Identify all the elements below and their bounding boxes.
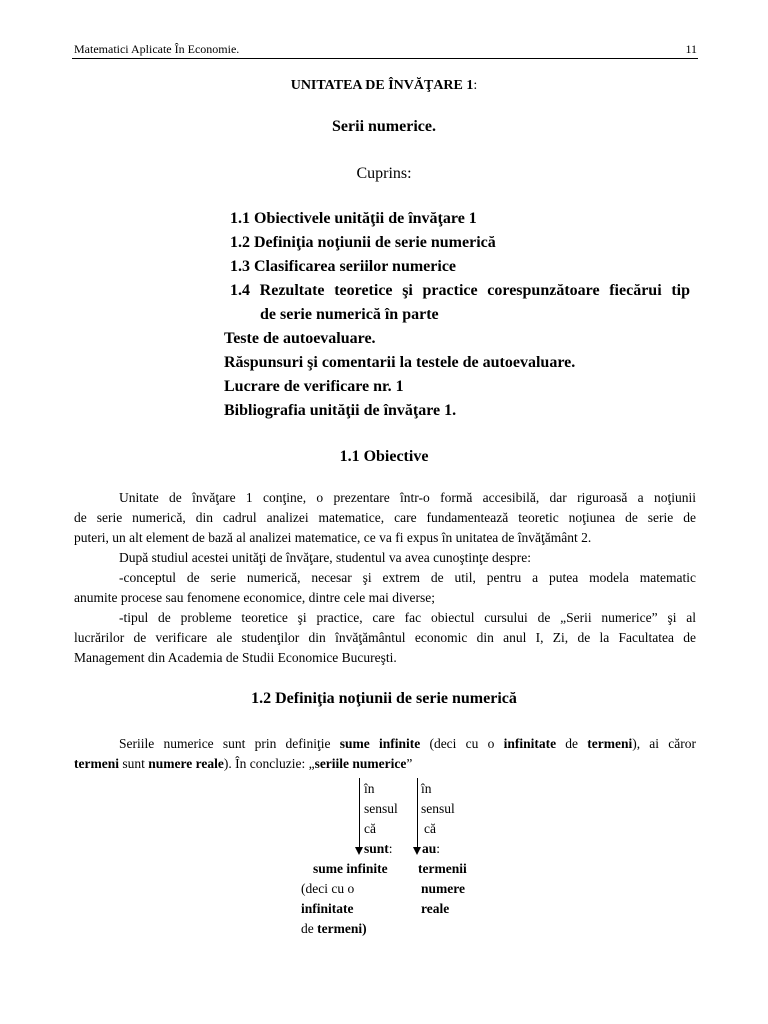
paragraph-line: anumite procese sau fenomene economice, dintre cele mai diverse; [74,590,435,605]
right-target-line-1: termenii [418,861,467,876]
bold-term: numere reale [148,756,224,771]
paragraph-line: puteri, un alt element de bază al analizei matematice, ce va fi expus în unitatea de învăţământ 2. [74,530,592,545]
toc-extra-self-tests: Teste de autoevaluare. [224,330,376,347]
unit-title-main: UNITATEA DE ÎNVĂŢARE 1 [290,78,474,93]
unit-subtitle: Serii numerice. [332,118,436,135]
text-run: ), ai căror [632,736,696,751]
left-label-sensul: sensul [364,801,398,816]
toc-item-1-1: 1.1 Obiectivele unităţii de învăţare 1 [230,210,477,227]
left-label-sunt [364,841,393,857]
paragraph-line: -conceptul de serie numerică, necesar şi extrem de util, pentru a putea modela matematic [119,570,696,585]
bold-term: sunt [364,841,389,856]
right-target-line-3: reale [421,901,450,916]
text-run: de [556,736,588,751]
right-label-ca: că [424,821,436,836]
text-run: (deci cu o [420,736,504,751]
left-target-line-3: infinitate [301,901,354,916]
running-header: Matematici Aplicate În Economie. [74,42,240,56]
paragraph-line: lucrărilor de verificare ale studenţilor din învăţământul economic din anul I, Zi, de la Facultatea de [74,630,696,645]
toc-extra-bibliography: Bibliografia unităţii de învăţare 1. [224,402,457,419]
right-arrow-head-icon [413,847,421,855]
bold-term: termeni [74,756,119,771]
paragraph-line [74,734,696,754]
bold-term: au [422,841,437,856]
unit-title-suffix: : [473,78,478,93]
left-target-line-2: (deci cu o [301,881,355,896]
toc-item-1-2: 1.2 Definiţia noţiunii de serie numerică [230,234,496,251]
left-label-ca: că [364,821,376,836]
text-run: ” [406,756,413,771]
paragraph-line: Unitate de învăţare 1 conţine, o prezentare într-o formă accesibilă, dar riguroasă a noţiunii [119,490,696,505]
paragraph-line: de serie numerică, din cadrul analizei matematice, care fundamentează teoretic noţiunea de serie de [74,510,696,525]
toc-item-1-4-continued: de serie numerică în parte [260,306,439,323]
right-label-au [422,841,440,857]
toc-item-1-4: 1.4 Rezultate teoretice şi practice corespunzătoare fiecărui tip [230,282,690,299]
right-arrow-shaft [417,778,418,848]
left-target-line-4 [301,921,367,937]
right-label-in: în [421,781,432,796]
text-run: de [301,921,318,936]
right-target-line-2: numere [421,881,465,896]
left-arrow-head-icon [355,847,363,855]
toc-item-1-3: 1.3 Clasificarea seriilor numerice [230,258,457,275]
section-heading-objectives: 1.1 Obiective [339,448,429,465]
text-run: sunt [118,756,149,771]
text-run: ). În concluzie: „ [223,756,315,771]
right-label-sensul: sensul [421,801,455,816]
text-run: : [436,841,441,856]
bold-term: termeni) [317,921,367,936]
left-target-line-1: sume infinite [313,861,388,876]
toc-extra-answers: Răspunsuri şi comentarii la testele de autoevaluare. [224,354,576,371]
objectives-paragraph-2 [74,548,696,568]
bold-term: sume infinite [339,736,421,751]
text-run: Seriile numerice sunt prin definiţie [119,736,340,751]
toc-extra-assignment: Lucrare de verificare nr. 1 [224,378,404,395]
contents-title: Cuprins: [356,165,412,182]
header-divider [72,58,698,59]
unit-title [0,78,768,94]
paragraph-line [74,754,696,774]
objectives-paragraph-1 [74,488,696,548]
left-arrow-shaft [359,778,360,848]
bold-term: infinitate [503,736,557,751]
paragraph-line: După studiul acestei unităţi de învăţare, studentul va avea cunoştinţe despre: [119,550,531,565]
paragraph-line: -tipul de probleme teoretice şi practice, care fac obiectul cursului de „Serii numerice” şi al [119,610,696,625]
left-label-in: în [364,781,375,796]
objectives-paragraph-4 [74,608,696,668]
paragraph-line: Management din Academia de Studii Economice Bucureşti. [74,650,397,665]
objectives-paragraph-3 [74,568,696,608]
bold-term: seriile numerice [314,756,407,771]
definition-paragraph [74,734,696,774]
section-heading-definition: 1.2 Definiţia noţiunii de serie numerică [251,690,517,707]
bold-term: termeni [587,736,633,751]
text-run: : [388,841,393,856]
page-number: 11 [685,42,697,56]
